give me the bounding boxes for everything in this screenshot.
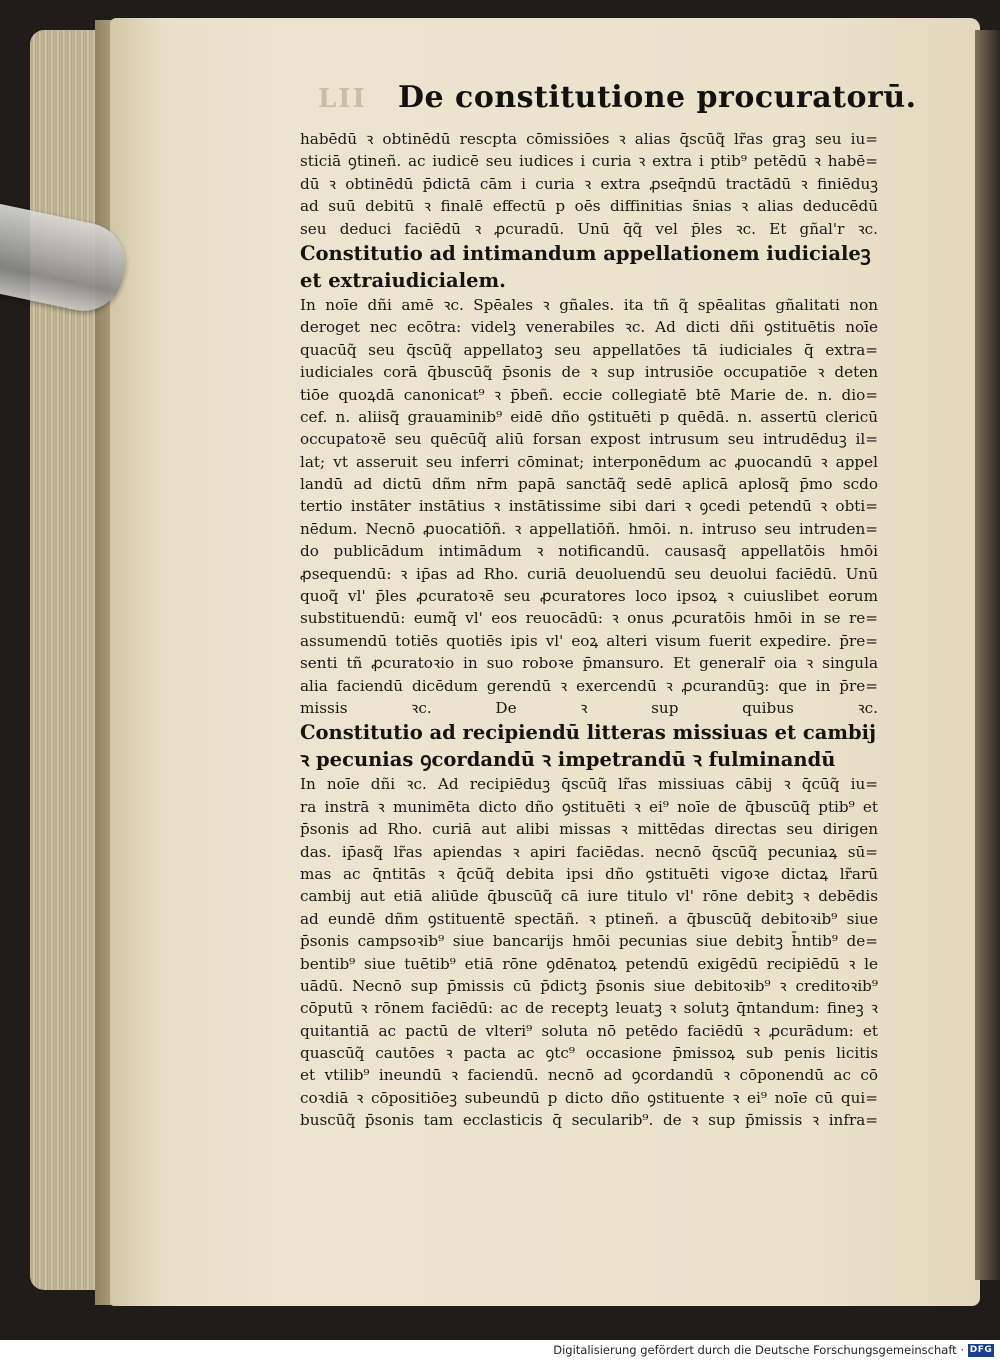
footer-bar [0, 1340, 1000, 1362]
text-line: ra instrā ꝛ munimēta dicto dño ꝯstituēti ꝛ ei⁹ noīe de q̄buscūq̃ ptib⁹ et [300, 797, 878, 816]
text-line: lat; vt asseruit seu inferri cōminat; interponēdum ac ꝓuocandū ꝛ appel [300, 452, 878, 471]
text-line: missis ꝛc. De ꝛ sup quibus ꝛc. [300, 698, 878, 717]
text-line: senti tñ ꝓcuratoꝛio in suo roboꝛe p̄mansuro. Et generalr̄ oia ꝛ singula [300, 654, 878, 673]
text-line: cef. n. aliisq̃ grauaminib⁹ eidē dño ꝯstituēti p quēdā. n. assertū clericū [300, 407, 878, 426]
text-line: das. ip̄asq̃ lr̃as apiendas ꝛ apiri faciēdas. necnō q̄scūq̃ pecuniaꝝ sū= [300, 842, 878, 861]
text-line: quascūq̃ cautōes ꝛ pacta ac ꝯtc⁹ occasione p̄missoꝝ sub penis licitis [300, 1044, 878, 1063]
text-line: quacūq̃ seu q̄scūq̃ appellatoꝫ seu appellatōes tā iudiciales q̄ extra= [300, 340, 878, 359]
section-heading-line: Constitutio ad intimandum appellationem iudicialeꝫ [300, 241, 871, 265]
text-line: p̄sonis campsoꝛib⁹ siue bancarijs hmōi pecunias siue debitꝫ h̄ntib⁹ de= [300, 932, 878, 951]
running-head: De constitutione procuratorū. [398, 80, 917, 115]
text-line: In noīe dñi ꝛc. Ad recipiēduꝫ q̄scūq̃ lr̃as missiuas cābij ꝛ q̄cūq̃ iu= [300, 775, 878, 794]
text-line: mas ac q̄ntitās ꝛ q̄cūq̃ debita ipsi dño ꝯstituēti vigoꝛe dictaꝝ lr̃arū [300, 864, 878, 883]
dfg-logo: DFG [969, 1345, 993, 1355]
section-heading-line: ꝛ pecunias ꝯcordandū ꝛ impetrandū ꝛ fulminandū [300, 748, 836, 772]
text-line: ad eundē dñm ꝯstituentē spectāñ. ꝛ ptineñ. a q̄buscūq̃ debitoꝛib⁹ siue [300, 909, 878, 928]
text-line: coꝛdiā ꝛ cōpositiōeꝫ subeundū p dicto dño ꝯstituente ꝛ ei⁹ noīe cū qui= [300, 1088, 878, 1107]
text-line: uādū. Necnō sup p̄missis cū p̄dictꝫ p̄sonis siue debitoꝛib⁹ ꝛ creditoꝛib⁹ [300, 976, 878, 995]
text-line: substituendū: eumq̃ vl' eos reuocādū: ꝛ onus ꝓcuratōis hmōi in se re= [300, 609, 878, 628]
text-line: occupatoꝛē seu quēcūq̃ aliū forsan expost intrusum seu intrudēduꝫ il= [300, 430, 878, 449]
page-right-edge [975, 30, 1000, 1280]
text-line: tertio instāter instātius ꝛ instātissime sibi dari ꝛ ꝯcedi petendū ꝛ obti= [300, 497, 878, 516]
text-line: tiōe quoꝝdā canonicat⁹ ꝛ p̄beñ. eccie collegiatē btē Marie de. n. dio= [300, 385, 878, 404]
folio-show-through: LII [318, 84, 367, 114]
text-line: ꝓsequendū: ꝛ ip̄as ad Rho. curiā deuoluendū seu deuolui faciēdū. Unū [300, 564, 878, 583]
text-line: p̄sonis ad Rho. curiā aut alibi missas ꝛ mittēdas directas seu dirigen [300, 820, 878, 839]
section-heading-line: Constitutio ad recipiendū litteras missiuas et cambij [300, 721, 877, 745]
text-line: quoq̃ vl' p̄les ꝓcuratoꝛē seu ꝓcuratores loco ipsoꝝ ꝛ cuiuslibet eorum [300, 587, 878, 606]
text-line: seu deduci faciēdū ꝛ ꝓcuradū. Unū q̄q̃ vel p̄les ꝛc. Et gñal'r ꝛc. [300, 219, 878, 238]
text-line: quitantiā ac pactū de vlteri⁹ soluta nō petēdo faciēdū ꝛ ꝓcurādum: et [300, 1021, 878, 1040]
text-line: iudiciales corā q̄buscūq̃ p̄sonis de ꝛ sup intrusiōe occupatiōe ꝛ deten [300, 363, 878, 382]
text-line: dū ꝛ obtinēdū p̄dictā cām i curia ꝛ extra ꝓseq̄ndū tractādū ꝛ finiēduꝫ [300, 174, 878, 193]
text-line: landū ad dictū dñm nr̄m papā sanctāq̃ sedē aplicā aplosq̃ p̄mo scdo [300, 475, 878, 494]
text-line: buscūq̃ p̄sonis tam ecclasticis q̄ secularib⁹. de ꝛ sup p̄missis ꝛ infra= [300, 1111, 878, 1130]
text-line: In noīe dñi amē ꝛc. Spēales ꝛ gñales. ita tñ q̃ spēalitas gñalitati non [300, 295, 878, 314]
text-line: nēdum. Necnō ꝓuocatiōñ. ꝛ appellatiōñ. hmōi. n. intruso seu intruden= [300, 519, 878, 538]
text-line: cōputū ꝛ rōnem faciēdū: ac de receptꝫ leuatꝫ ꝛ solutꝫ q̄ntandum: fineꝫ ꝛ [300, 999, 878, 1018]
text-line: assumendū totiēs quotiēs ipis vl' eoꝝ alteri visum fuerit expedire. p̄re= [300, 631, 878, 650]
text-line: cambij aut etiā aliūde q̄buscūq̃ cā iure titulo vl' rōne debitꝫ ꝛ debēdis [300, 887, 878, 906]
text-line: ad suū debitū ꝛ finalē effectū p oēs diffinitias s̄nias ꝛ alias deducēdū [300, 197, 878, 216]
text-line: et vtilib⁹ ineundū ꝛ faciendū. necnō ad ꝯcordandū ꝛ cōponendū ac cō [300, 1066, 878, 1085]
text-line: bentib⁹ siue tuētib⁹ etiā rōne ꝯdēnatoꝝ petendū exigēdū recipiēdū ꝛ le [300, 954, 878, 973]
body-text [300, 128, 878, 1132]
text-line: alia faciendū dicēdum gerendū ꝛ exercendū ꝛ ꝓcurandūꝫ: que in p̄re= [300, 676, 878, 695]
section-heading-line: et extraiudicialem. [300, 268, 506, 292]
text-line: habēdū ꝛ obtinēdū rescpta cōmissiōes ꝛ alias q̄scūq̃ lr̃as graꝫ seu iu= [300, 130, 878, 148]
text-line: deroget nec ecōtra: videlꝫ venerabiles ꝛc. Ad dicti dñi ꝯstituētis noīe [300, 318, 878, 337]
text-line: do publicādum intimādum ꝛ notificandū. causasq̃ appellatōis hmōi [300, 542, 878, 561]
footer-credit: Digitalisierung gefördert durch die Deutsche Forschungsgemeinschaft · [553, 1343, 964, 1357]
text-line: sticiā ꝯtineñ. ac iudicē seu iudices i curia ꝛ extra i ptib⁹ petēdū ꝛ habē= [300, 152, 878, 171]
